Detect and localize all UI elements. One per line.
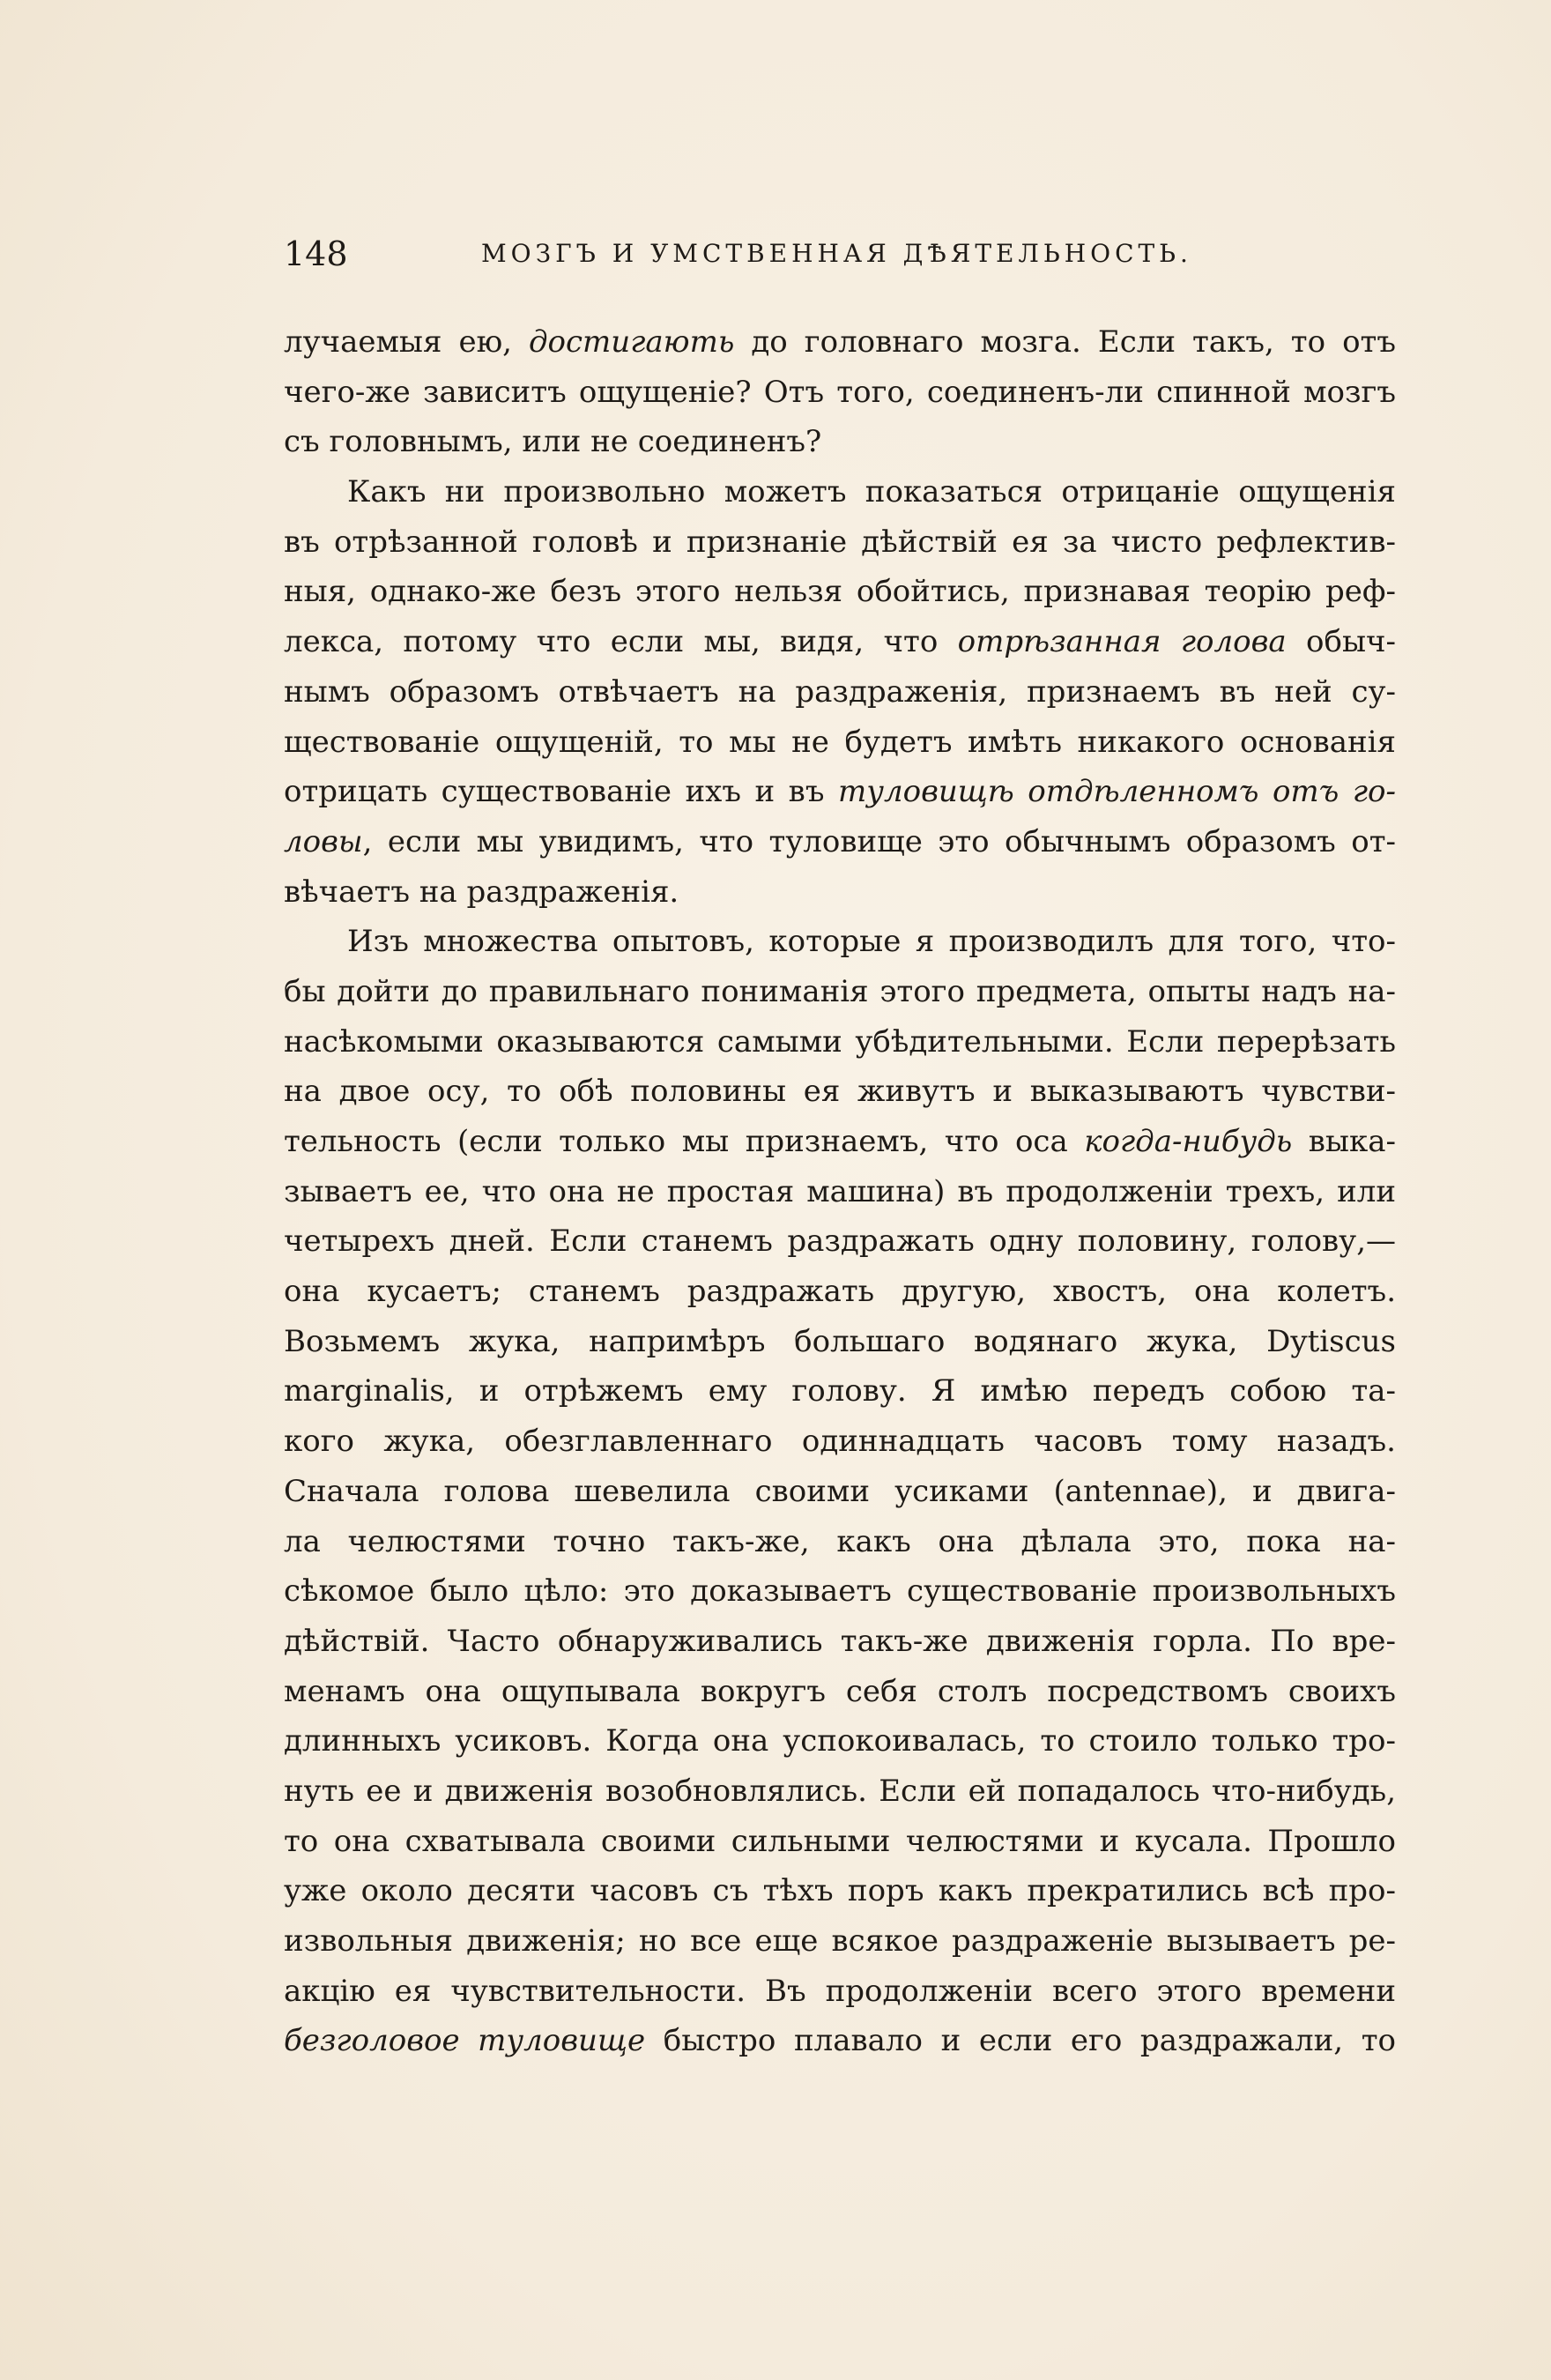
text-span: нымъ образомъ отвѣчаетъ на раздраженія, признаемъ въ ней су- — [284, 673, 1396, 710]
text-line — [284, 1067, 1396, 1117]
text-line — [284, 817, 1396, 867]
text-line — [284, 1667, 1396, 1717]
text-line — [284, 1517, 1396, 1567]
text-span: то она схватывала своими сильными челюстями и кусала. Прошло — [284, 1823, 1396, 1859]
page-header — [284, 227, 1396, 280]
text-span: сѣкомое было цѣло: это доказываетъ существованіе произвольныхъ — [284, 1573, 1396, 1610]
text-line — [284, 1267, 1396, 1317]
text-span: акцію ея чувствительности. Въ продолженіи всего этого времени — [284, 1973, 1396, 2009]
text-line — [284, 467, 1396, 517]
running-title: МОЗГЪ И УМСТВЕННАЯ ДѢЯТЕЛЬНОСТЬ. — [481, 239, 1192, 268]
text-line — [284, 1017, 1396, 1067]
text-span: съ головнымъ, или не соединенъ? — [284, 424, 822, 460]
text-line — [284, 1467, 1396, 1517]
text-line — [284, 517, 1396, 568]
text-span: обыч- — [1286, 624, 1396, 660]
text-span: кого жука, обезглавленнаго одиннадцать часовъ тому назадъ. — [284, 1424, 1396, 1460]
text-span: четырехъ дней. Если станемъ раздражать одну половину, голову,— — [284, 1223, 1396, 1260]
text-span: извольныя движенія; но все еще всякое раздраженіе вызываетъ ре- — [284, 1923, 1396, 1959]
text-span: marginalis, и отрѣжемъ ему голову. Я имѣю передъ собою та- — [284, 1373, 1396, 1409]
text-span: менамъ она ощупывала вокругъ себя столъ посредствомъ своихъ — [284, 1673, 1396, 1709]
italic-text: достигають — [529, 324, 735, 360]
text-line — [284, 1766, 1396, 1817]
text-line — [284, 1366, 1396, 1417]
text-span: Возьмемъ жука, напримѣръ большаго водянаго жука, Dytiscus — [284, 1323, 1396, 1359]
text-line — [284, 1617, 1396, 1667]
text-span: Сначала голова шевелила своими усиками (antennae), и двига- — [284, 1473, 1396, 1509]
text-line — [284, 867, 1396, 918]
text-line — [284, 1866, 1396, 1916]
text-line — [284, 1317, 1396, 1367]
text-line — [284, 417, 1396, 467]
text-line — [284, 567, 1396, 617]
text-line — [284, 1916, 1396, 1967]
italic-text: безголовое туловище — [284, 2023, 646, 2059]
text-span: уже около десяти часовъ съ тѣхъ поръ какъ прекратились всѣ про- — [284, 1873, 1396, 1909]
text-line — [284, 1716, 1396, 1766]
text-span: отрицать существованіе ихъ и въ — [284, 774, 838, 810]
italic-text: туловищѣ отдѣленномъ отъ го- — [837, 774, 1396, 810]
text-line — [284, 917, 1396, 967]
text-span: вѣчаетъ на раздраженія. — [284, 874, 679, 910]
text-span: въ отрѣзанной головѣ и признаніе дѣйствій ея за чисто рефлектив- — [284, 524, 1396, 560]
text-span: быстро плавало и если его раздражали, то — [645, 2023, 1396, 2059]
text-span: , если мы увидимъ, что туловище это обычнымъ образомъ от- — [362, 823, 1396, 859]
text-span: бы дойти до правильнаго пониманія этого предмета, опыты надъ на- — [284, 973, 1396, 1009]
text-line — [284, 317, 1396, 368]
italic-text: отрѣзанная голова — [957, 624, 1287, 660]
text-span: лучаемыя ею, — [284, 324, 529, 360]
text-span: насѣкомыми оказываются самыми убѣдительными. Если перерѣзать — [284, 1023, 1396, 1060]
text-line — [284, 1817, 1396, 1867]
text-line — [284, 1566, 1396, 1617]
text-line — [284, 1216, 1396, 1267]
text-line — [284, 967, 1396, 1017]
text-line — [284, 1417, 1396, 1467]
text-span: чего-же зависитъ ощущеніе? Отъ того, соединенъ-ли спинной мозгъ — [284, 374, 1396, 410]
text-span: лекса, потому что если мы, видя, что — [284, 624, 958, 660]
text-line — [284, 667, 1396, 718]
text-line — [284, 767, 1396, 817]
text-line — [284, 368, 1396, 418]
text-span: длинныхъ усиковъ. Когда она успокоивалась, то стоило только тро- — [284, 1723, 1396, 1759]
text-span: на двое осу, то обѣ половины ея живутъ и выказываютъ чувстви- — [284, 1074, 1396, 1110]
italic-text: когда-нибудь — [1084, 1124, 1293, 1159]
text-span: Изъ множества опытовъ, которые я производилъ для того, что- — [347, 924, 1396, 960]
text-span: нуть ее и движенія возобновлялись. Если ей попадалось что-нибудь, — [284, 1773, 1396, 1809]
text-span: Какъ ни произвольно можетъ показаться отрицаніе ощущенія — [347, 474, 1396, 510]
text-span: она кусаетъ; станемъ раздражать другую, хвостъ, она колетъ. — [284, 1274, 1396, 1310]
text-span: ныя, однако-же безъ этого нельзя обойтись, признавая теорію реф- — [284, 574, 1396, 610]
text-span: дѣйствій. Часто обнаруживались такъ-же движенія горла. По вре- — [284, 1623, 1396, 1659]
text-line — [284, 2016, 1396, 2066]
body-text — [284, 317, 1396, 2066]
text-line — [284, 718, 1396, 768]
text-line — [284, 617, 1396, 667]
text-line — [284, 1117, 1396, 1167]
page-number: 148 — [284, 234, 348, 273]
text-span: ла челюстями точно такъ-же, какъ она дѣлала это, пока на- — [284, 1523, 1396, 1559]
italic-text: ловы — [284, 823, 363, 859]
text-span: зываетъ ее, что она не простая машина) въ продолженіи трехъ, или — [284, 1173, 1396, 1209]
text-span: ществованіе ощущеній, то мы не будетъ имѣть никакого основанія — [284, 724, 1396, 760]
text-span: тельность (если только мы признаемъ, что оса — [284, 1124, 1085, 1159]
text-span: выка- — [1292, 1124, 1396, 1159]
text-line — [284, 1967, 1396, 2017]
text-span: до головнаго мозга. Если такъ, то отъ — [734, 324, 1396, 360]
text-line — [284, 1167, 1396, 1217]
